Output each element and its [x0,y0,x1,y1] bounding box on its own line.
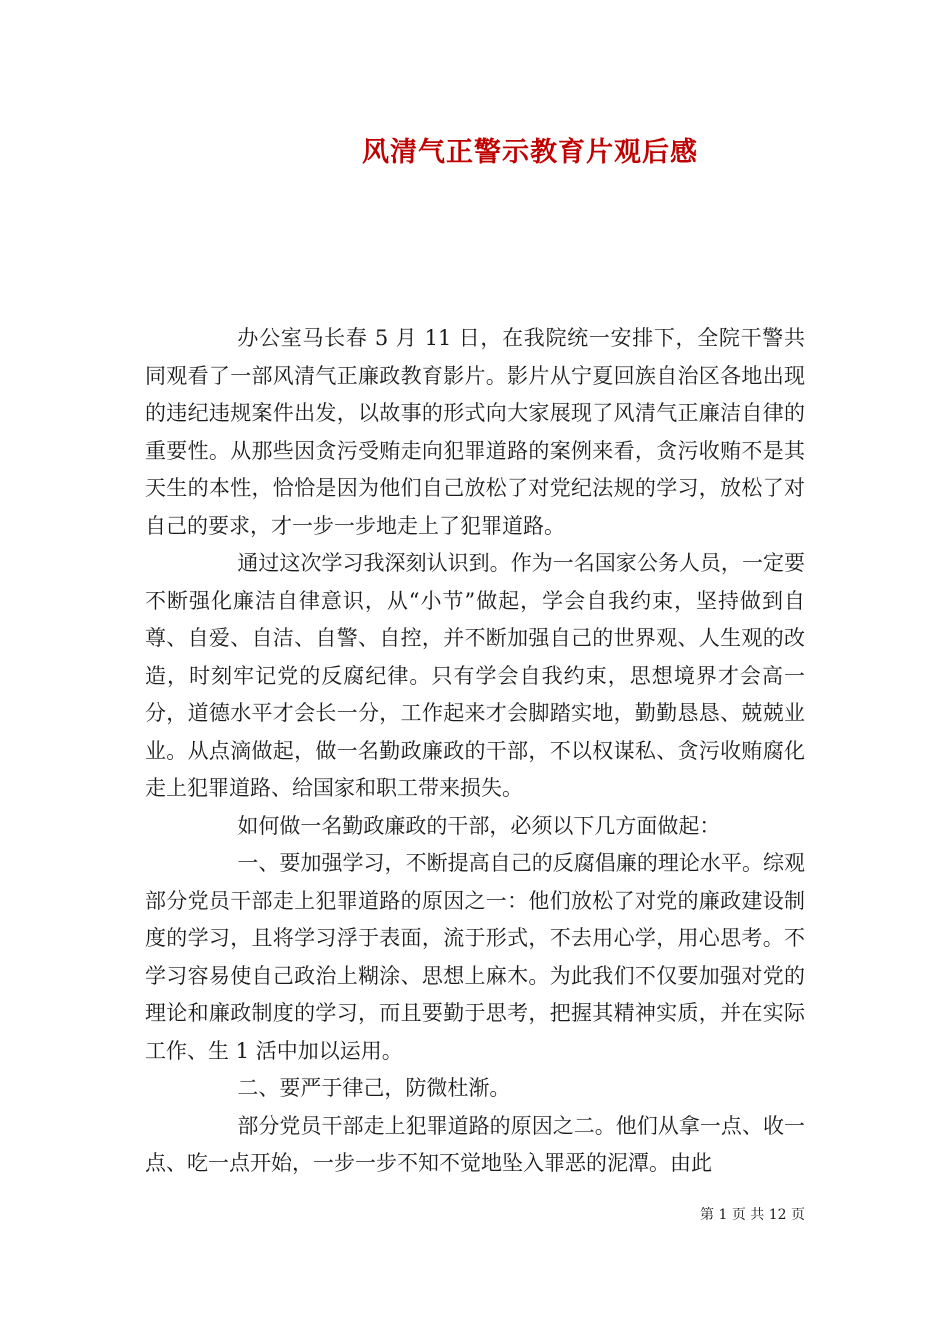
paragraph: 二、要严于律己，防微杜渐。 [237,1076,511,1100]
paragraph: 办公室马长春 5 月 11 日，在我院统一安排下，全院干警共同观看了一部风清气正廉政教育影片。影片从宁夏回族自治区各地出现的违纪违规案件出发，以故事的形式向大家展现了风清气正廉洁自律的重要性。从那些因贪污受贿走向犯罪道路的案例来看，贪污收贿不是其天生的本性，恰恰是因为他们自己放松了对党纪法规的学习，放松了对自己的要求，才一步一步地走上了犯罪道路。 [145,326,805,538]
paragraph: 部分党员干部走上犯罪道路的原因之二。他们从拿一点、收一点、吃一点开始，一步一步不知不觉地坠入罪恶的泥潭。由此 [145,1113,805,1175]
paragraph: 通过这次学习我深刻认识到。作为一名国家公务人员，一定要不断强化廉洁自律意识，从“小节”做起，学会自我约束，坚持做到自尊、自爱、自洁、自警、自控，并不断加强自己的世界观、人生观的改造，时刻牢记党的反腐纪律。只有学会自我约束，思想境界才会高一分，道德水平才会长一分，工作起来才会脚踏实地，勤勤恳恳、兢兢业业。从点滴做起，做一名勤政廉政的干部，不以权谋私、贪污收贿腐化走上犯罪道路、给国家和职工带来损失。 [145,551,805,800]
paragraph: 如何做一名勤政廉政的干部，必须以下几方面做起： [237,813,721,838]
document-title: 风清气正警示教育片观后感 [362,137,698,168]
paragraph: 一、要加强学习，不断提高自己的反腐倡廉的理论水平。综观部分党员干部走上犯罪道路的原因之一：他们放松了对党的廉政建设制度的学习，且将学习浮于表面，流于形式，不去用心学，用心思考。不学习容易使自己政治上糊涂、思想上麻木。为此我们不仅要加强对党的理论和廉政制度的学习，而且要勤于思考，把握其精神实质，并在实际工作、生 1 活中加以运用。 [145,851,805,1063]
document-body [145,320,805,1183]
page-number-footer: 第 1 页 共 12 页 [700,1207,805,1223]
